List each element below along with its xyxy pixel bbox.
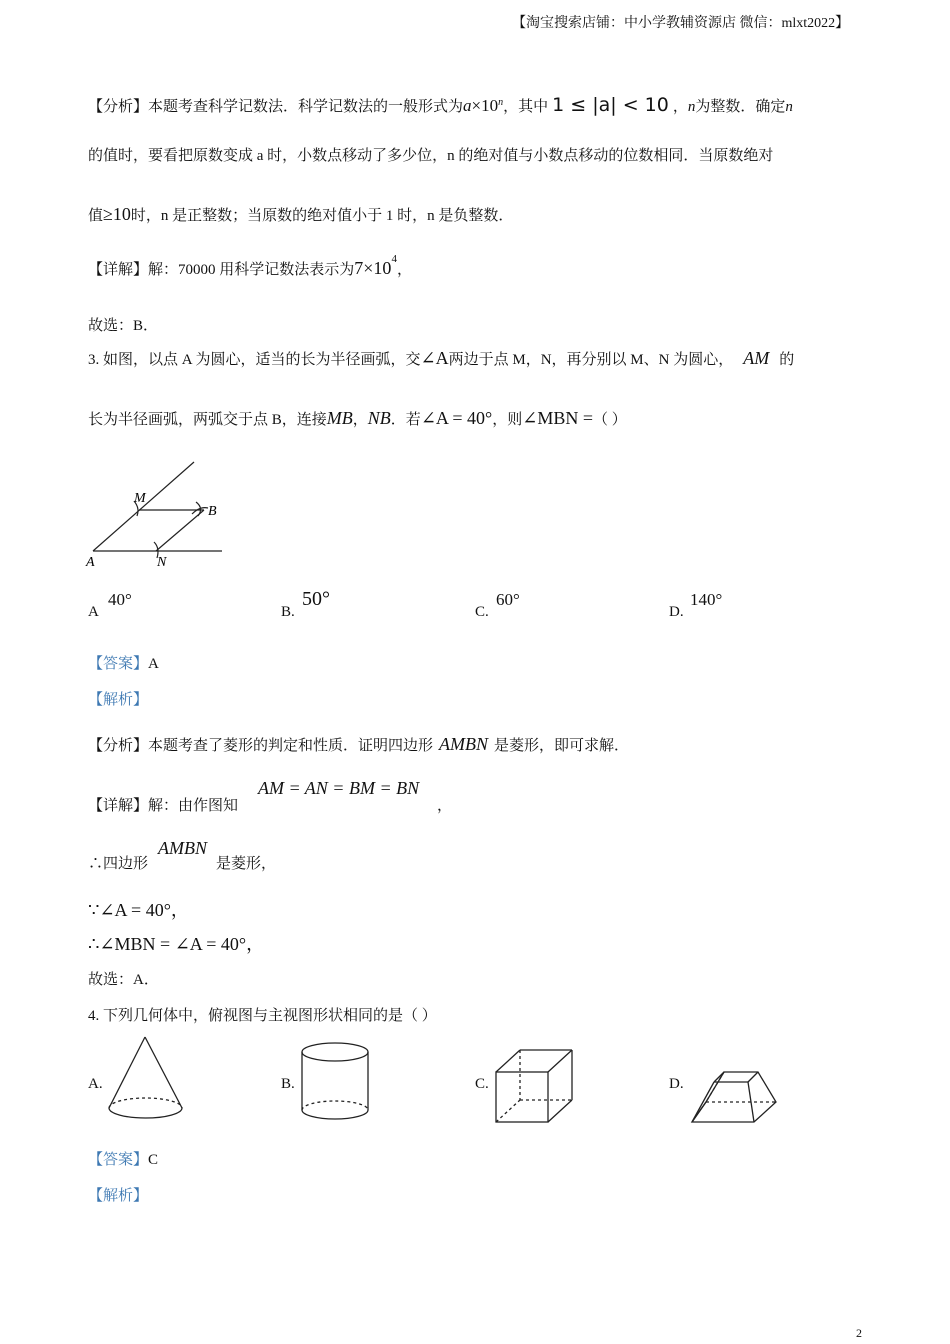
answer-paren: （ ） [593, 412, 627, 428]
q2-analysis-line1 [88, 90, 793, 120]
detail-tag: 【详解】 [88, 262, 149, 278]
detail-end: ， [396, 262, 412, 278]
q3-option-a-value: 40° [108, 590, 132, 609]
q2-choose: 故选：B． [88, 318, 159, 334]
answer-value: C [148, 1152, 159, 1168]
analysis-text: ，其中 [503, 99, 549, 115]
stem-text: ，则 [492, 412, 523, 428]
q4-option-a: A. [88, 1076, 103, 1092]
q3-detail-equation: AM = AN = BM = BN [258, 778, 420, 798]
label-b: B [208, 504, 217, 519]
analysis-text: 本题考查了菱形的判定和性质．证明四边形 [148, 738, 434, 754]
q3-option-c-value: 60° [496, 590, 520, 609]
formula-a: a [463, 96, 472, 115]
angle-a: ∠A [420, 348, 449, 368]
q2-analysis-line3 [88, 204, 513, 225]
q2-detail [88, 253, 412, 279]
cone-icon [104, 1034, 186, 1124]
q4-option-c: C. [475, 1076, 489, 1092]
ray-am [93, 462, 194, 551]
condition-formula: ∠A = 40° [420, 408, 493, 428]
q3-step1-shape: AMBN [158, 838, 207, 858]
option-letter: A [88, 604, 99, 620]
option-letter: B. [281, 604, 295, 620]
detail-text: 解：由作图知 [148, 798, 239, 814]
formula-exponent: n [498, 97, 504, 108]
option-letter: D. [669, 604, 684, 620]
q3-step1-end: 是菱形， [216, 856, 277, 872]
q3-analysis [88, 734, 629, 755]
analysis-text: ， [672, 99, 688, 115]
q4-analysis-label: 【解析】 [88, 1188, 149, 1204]
q3-step3: ∴∠MBN = ∠A = 40°， [88, 934, 265, 954]
q4-option-d: D. [669, 1076, 684, 1092]
detail-text: 解：70000 用科学记数法表示为 [148, 262, 355, 278]
q3-choose: 故选：A． [88, 972, 159, 988]
cylinder-icon [298, 1040, 372, 1124]
label-n: N [157, 555, 167, 570]
q3-option-d [669, 604, 684, 621]
q3-analysis-label: 【解析】 [88, 692, 149, 708]
segment-nb: NB [367, 408, 391, 428]
segment-nb-line [156, 510, 204, 551]
answer-tag: 【答案】 [88, 1152, 149, 1168]
detail-formula: 7×10 [354, 258, 392, 278]
segment-mb: MB [326, 408, 353, 428]
frustum-icon [688, 1058, 780, 1126]
cube-icon [492, 1046, 576, 1126]
stem-text: ， [352, 412, 368, 428]
q3-option-b-value: 50° [302, 588, 330, 610]
q4-stem: 4. 下列几何体中，俯视图与主视图形状相同的是（ ） [88, 1008, 437, 1024]
shape-name: AMBN [439, 734, 489, 754]
analysis-tag: 【分析】 [88, 738, 149, 754]
ge-formula: ≥10 [103, 204, 131, 224]
step-text: ∴四边形 [88, 856, 149, 872]
segment-am: AM [743, 348, 770, 368]
var-n: n [785, 99, 793, 115]
page-number: 2 [856, 1326, 862, 1340]
q3-stem-line1 [88, 348, 794, 369]
q3-detail-label [88, 794, 238, 815]
detail-tag: 【详解】 [88, 798, 149, 814]
analysis-text: 本题考查科学记数法．科学记数法的一般形式为 [148, 99, 464, 115]
page-header: 【淘宝搜索店铺：中小学教辅资源店 微信：mlxt2022】 [512, 16, 850, 31]
q4-option-b: B. [281, 1076, 295, 1092]
label-m: M [134, 491, 146, 506]
q3-option-b [281, 604, 295, 621]
q2-analysis-line2: 的值时，要看把原数变成 a 时，小数点移动了多少位，n 的绝对值与小数点移动的位数相同．当原数绝对 [88, 148, 774, 164]
label-a: A [86, 555, 95, 570]
var-n: n [687, 99, 696, 115]
rhombus-construction-figure [84, 456, 234, 576]
detail-exponent: 4 [391, 253, 397, 265]
answer-value: A [148, 656, 159, 672]
answer-tag: 【答案】 [88, 656, 149, 672]
analysis-text: 为整数．确定 [695, 99, 786, 115]
stem-text: 3. 如图，以点 A 为圆心，适当的长为半径画弧，交 [88, 352, 421, 368]
stem-text: 两边于点 M，N，再分别以 M、N 为圆心， [448, 352, 734, 368]
stem-text: ．若 [390, 412, 421, 428]
analysis-text: 值 [88, 208, 104, 224]
q3-stem-line2 [88, 408, 627, 429]
formula-times: ×10 [471, 96, 499, 115]
q3-answer [88, 652, 159, 673]
analysis-tag: 【分析】 [88, 99, 149, 115]
q3-step1 [88, 852, 148, 873]
option-letter: C. [475, 604, 489, 620]
q3-detail-end: ， [437, 798, 453, 814]
analysis-text: 时，n 是正整数；当原数的绝对值小于 1 时，n 是负整数． [130, 208, 514, 224]
stem-text: 的 [779, 352, 795, 368]
ask-formula: ∠MBN = [522, 408, 594, 428]
analysis-text: 是菱形，即可求解． [494, 738, 630, 754]
q3-option-c [475, 604, 489, 621]
q3-option-d-value: 140° [690, 590, 723, 609]
q3-option-a [88, 604, 99, 621]
q4-answer [88, 1148, 158, 1169]
q3-step2: ∵∠A = 40°， [88, 900, 189, 920]
range-formula: 1 ≤ |a| < 10 [552, 94, 669, 116]
stem-text: 长为半径画弧，两弧交于点 B，连接 [88, 412, 327, 428]
